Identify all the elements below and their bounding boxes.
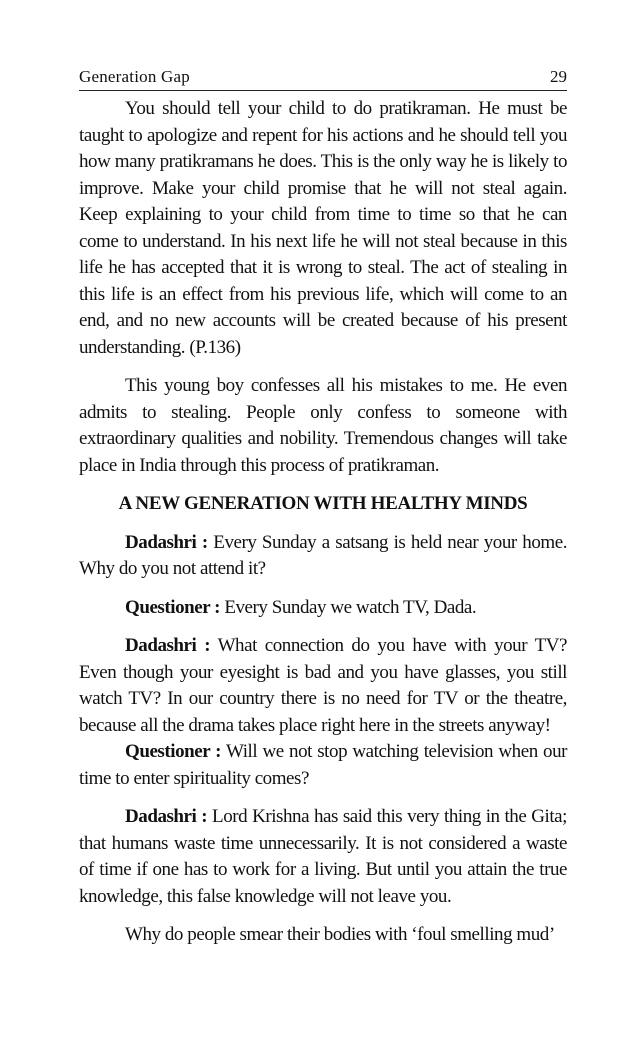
paragraph-confession: This young boy confesses all his mistakes to me. He even admits to stealing. People only confess to someone with extraordinary qualities and nobility. Tremendous changes will take place in India through this process of pratikraman. — [79, 375, 567, 476]
dialogue-text: Every Sunday we watch TV, Dada. — [220, 596, 477, 618]
running-header — [79, 64, 567, 91]
dialogue-text: Will we not stop watching television when our time to enter spirituality comes? — [79, 741, 568, 789]
paragraph-pratikraman: You should tell your child to do pratikraman. He must be taught to apologize and repent for his actions and he should tell you how many pratikramans he does. This is the only way he is likely to improve. Make your child promise that he will not steal again. Keep explaining to your child from time to time so that he can come to understand. In his next life he will not steal because in this life he has accepted that it is wrong to steal. The act of stealing in this life is an effect from his previous life, which will come to an end, and no new accounts will be created because of his present understanding. (P.136) — [79, 98, 567, 358]
dialogue-dadashri-3 — [79, 804, 567, 910]
speaker-label: Questioner : — [125, 741, 222, 762]
dialogue-questioner-2 — [79, 739, 567, 792]
speaker-label: Questioner : — [125, 596, 221, 618]
speaker-label: Dadashri : — [125, 635, 211, 656]
page-number: 29 — [550, 67, 567, 86]
dialogue-text: Lord Krishna has said this very thing in the Gita; that humans waste time unnecessarily. It is not considered a waste of time if one has to work for a living. But until you attain the true knowledge, this false knowledge will not leave you. — [79, 806, 567, 907]
dialogue-text: What connection do you have with your TV? Even though your eyesight is bad and you have glasses, you still watch TV? In our country there is no need for TV or the theatre, because all the drama takes place right here in the streets anyway! — [79, 635, 567, 736]
speaker-label: Dadashri : — [125, 531, 208, 553]
body-text — [79, 96, 567, 961]
dialogue-text: Every Sunday a satsang is held near your home. Why do you not attend it? — [79, 531, 567, 579]
paragraph-continued: Why do people smear their bodies with ‘foul smelling mud’ — [125, 924, 555, 945]
dialogue-questioner-1 — [79, 595, 567, 622]
section-heading: A NEW GENERATION WITH HEALTHY MINDS — [118, 493, 528, 514]
running-header-title: Generation Gap — [79, 67, 190, 86]
speaker-label: Dadashri : — [125, 806, 208, 827]
dialogue-dadashri-2 — [79, 633, 567, 739]
dialogue-dadashri-1 — [79, 530, 567, 583]
